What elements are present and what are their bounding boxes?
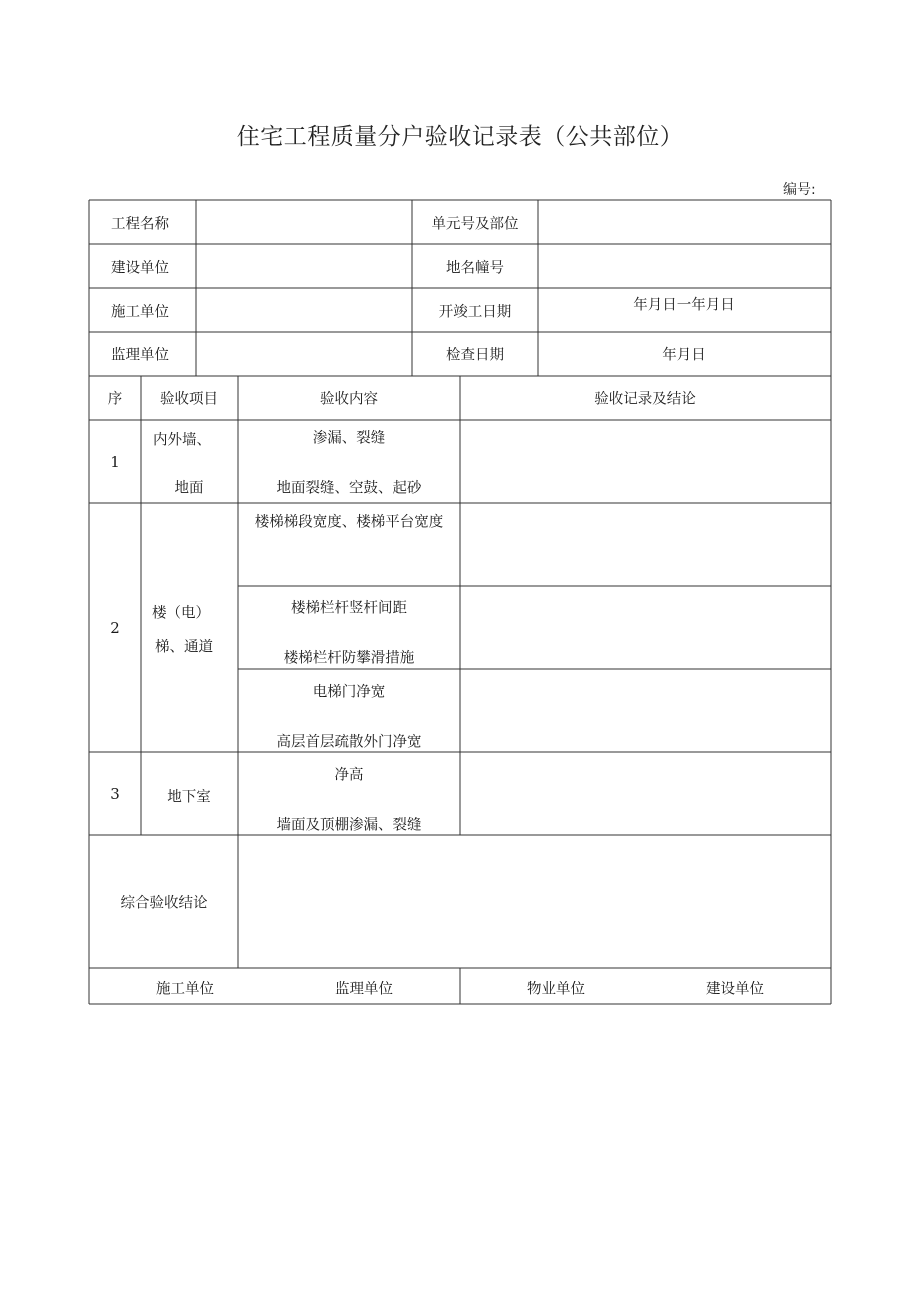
project-name-field[interactable]	[197, 201, 411, 243]
record-cell[interactable]	[461, 753, 830, 834]
signature-construction-unit: 施工单位	[156, 981, 214, 998]
builder-field[interactable]	[197, 245, 411, 287]
building-no-field[interactable]	[539, 245, 830, 287]
content-line: 楼梯梯段宽度、楼梯平台宽度	[254, 514, 444, 531]
start-end-date-value[interactable]: 年月日一年月日	[633, 297, 735, 314]
start-end-date-label: 开竣工日期	[438, 304, 512, 321]
signature-property-unit: 物业单位	[527, 981, 585, 998]
header-content: 验收内容	[320, 391, 378, 408]
row-item-line: 楼（电）	[152, 605, 210, 622]
building-no-label: 地名幢号	[446, 260, 504, 277]
builder-label: 建设单位	[111, 260, 169, 277]
project-name-label: 工程名称	[111, 216, 169, 233]
row-item-line: 内外墙、	[153, 432, 211, 449]
row-item-line: 梯、通道	[155, 639, 213, 656]
content-line: 净高	[334, 767, 364, 784]
header-seq: 序	[107, 391, 123, 408]
row-item-line: 地面	[174, 480, 204, 497]
content-line: 渗漏、裂缝	[312, 430, 386, 447]
conclusion-label: 综合验收结论	[120, 895, 208, 912]
inspection-date-label: 检查日期	[446, 347, 504, 364]
supervision-unit-label: 监理单位	[111, 347, 169, 364]
record-cell[interactable]	[461, 421, 830, 502]
content-line: 地面裂缝、空鼓、起砂	[276, 480, 422, 497]
content-line: 墙面及顶棚渗漏、裂缝	[276, 817, 422, 834]
content-line: 楼梯栏杆竖杆间距	[291, 600, 407, 617]
row-seq: 2	[110, 619, 120, 637]
construction-unit-field[interactable]	[197, 289, 411, 331]
content-line: 高层首层疏散外门净宽	[276, 734, 422, 751]
content-line: 电梯门净宽	[312, 684, 386, 701]
signature-builder-unit: 建设单位	[706, 981, 764, 998]
header-item: 验收项目	[160, 391, 218, 408]
row-seq: 1	[110, 453, 120, 471]
supervision-unit-field[interactable]	[197, 333, 411, 375]
record-cell[interactable]	[461, 587, 830, 668]
row-seq: 3	[110, 785, 120, 803]
construction-unit-label: 施工单位	[111, 304, 169, 321]
inspection-date-value[interactable]: 年月日	[662, 347, 706, 364]
unit-part-field[interactable]	[539, 201, 830, 243]
conclusion-field[interactable]	[239, 836, 830, 967]
content-line: 楼梯栏杆防攀滑措施	[283, 650, 415, 667]
record-cell[interactable]	[461, 504, 830, 585]
signature-supervision-unit: 监理单位	[335, 981, 393, 998]
row-item-line: 地下室	[167, 789, 211, 806]
record-cell[interactable]	[461, 670, 830, 751]
header-record: 验收记录及结论	[594, 391, 696, 408]
serial-number-label: 编号:	[783, 182, 816, 198]
unit-part-label: 单元号及部位	[431, 216, 519, 233]
document-title: 住宅工程质量分户验收记录表（公共部位）	[236, 124, 684, 150]
